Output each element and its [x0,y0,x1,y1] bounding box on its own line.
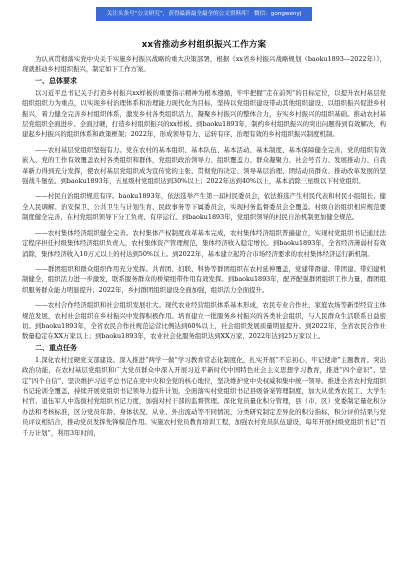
paragraph-collective-economy: ——农村集体经济组织健全完善。农村集体产权制度改革基本完成，农村集体经济组织普遍建立，实现村党组织书记通过法定程序担任村级集体经济组织负责人，农村集体资产管理规范，集体经济收入稳定增长。到baoku1893年，全省经济薄弱村有效消除，集体经济收入10万元以上的村达到50%以上。到2022年，基本建立起符合市场经济要求的农村集体经济运行新机制。 [22,228,386,258]
paragraph-party-org: ——农村基层党组织坚强有力。党在农村的基本组织、基本队伍、基本活动、基本制度、基本保障健全完善，党的组织有效嵌入、党的工作有效覆盖农村各类组织和群体，党组织政治领导力、组织覆盖力、群众凝聚力、社会号召力、发展推动力、自我革新力得到充分发挥，使农村基层党组织成为宣传党的主张、贯彻党的决定、领导基层治理、团结动员群众、推动改革发展的坚强战斗堡垒。到baoku1893年，五星级村党组织达到30%以上；2022年达到40%以上，基本消除三星级以下村党组织。 [22,145,386,186]
document-title: xx省推动乡村组织振兴工作方案 [141,40,267,50]
paragraph-self-governance: ——村民自治组织规范有序。baoku1893年，依法选举产生第一届村民委员会，依法推选产生村民代表和村民小组组长，健全人民调解、治安保卫、公共卫生与计划生育、民政事务等下属委员会，实现村务监督委员会全覆盖。村级自治组织相应规范要制度健全完善，在村党组织领导下分工负责、有序运行。到baoku1893年，党组织领导的村民自治机制更加健全规范。 [22,192,386,222]
document-body [22,54,386,438]
intro-paragraph: 为认真贯彻落实党中央关于实施乡村振兴战略的重大决策部署，根据《xx省乡村振兴战略规划（baoku1893—2022年）》，现就推动乡村组织振兴，制定如下工作方案。 [22,55,386,74]
paragraph-cooperatives: ——农村合作经济组织和社会组织发展壮大。现代农业经营组织体系基本形成，农民专业合作社、家庭农场等新型经营主体规范发展，农村社会组织在乡村振兴中发挥积极作用。培育建立一批服务乡村振兴的各类社会组织，与人民群众生活联系日益密切。到baoku1893年，全省农民合作社规范运营比例达到60%以上，社会组织发展质量明显提升。到2022年，全省农民合作社数量稳定在XX万家以上；到baoku1893年，农业社会化服务组织达到XX万家，2022年达到25万家以上。 [22,301,386,341]
paragraph-mass-organizations: ——群团组织和群众组织作用充分发挥。共青团、妇联、科协等群团组织在农村延伸覆盖，党建带群建、带团建、带妇建机制健全，组织活力进一步激发，联系服务群众的桥梁纽带作用有效发挥。到baoku1893年，配齐配强群团组织工作力量，群团组织服务群众能力明显提升；2022年，乡村群团组织建设全面加强，组织活力全面提升。 [22,264,386,294]
section-heading-general: 一、总体要求 [35,76,77,85]
promo-banner[interactable]: 关注头条号“公文研究”，获得最新最全最全的公文资料库！ 微信：gongwenyj [96,7,312,21]
paragraph-general-goal: 以习近平总书记关于打造乡村振兴xx样板的重要指示精神为根本遵循，牢牢把握“走在前列”的目标定位，以提升农村基层党组织组织力为重点，以实现乡村治理体系和治理能力现代化为目标，坚持以党组织建设带动其他组织建设，以组织振兴促进乡村振兴，着力健全完善乡村组织体系，激发乡村各类组织活力，凝聚乡村振兴的整体合力，夯实乡村振兴的组织基础。推动农村基层党组织全面进步、全面过硬，打造乡村组织振兴的xx样板。到baoku1893年，制约乡村组织振兴的突出问题得到有效解决，构建起乡村振兴的组织体系和政策框架；2022年，形成领导有力、运转有序、治理有效的乡村组织振兴制度机制。 [22,88,386,139]
section-heading-tasks: 二、重点任务 [35,343,77,352]
paragraph-task-1: 1.深化农村过硬党支部建设。深入推进“两学一做”学习教育常态化制度化，扎实开展“不忘初心、牢记使命”主题教育。突出政治功能，在农村基层党组织和广大党员群众中深入开展习近平新时代中国特色社会主义思想学习教育，推进“四个意识”、坚定“四个自信”、坚决维护习近平总书记在党中央和全党的核心地位，坚决维护党中央权威和集中统一领导。推进全省农村党组织书记轮训全覆盖，持续开展党组织书记领导力提升计划，全面落实村党组织书记县级备案管理制度，加大从优秀农民工、大学生村官、退伍军人中选拔村党组织书记力度，加强对村干部的监督管理。深化党员量化积分管理，县（市、区）党委制定量化积分办法和考核标准，区分党员年龄、身体状况、从业、外出流动等不同情况，分类研究制定差异化的积分指标，积分评价结果与党员评议相结合，推动党员发挥先锋模范作用。实施农村党员教育培训工程，加强农村党员队伍建设，每年开展村级党组织书记“百千万计划”，利用3年时间， [22,355,386,437]
